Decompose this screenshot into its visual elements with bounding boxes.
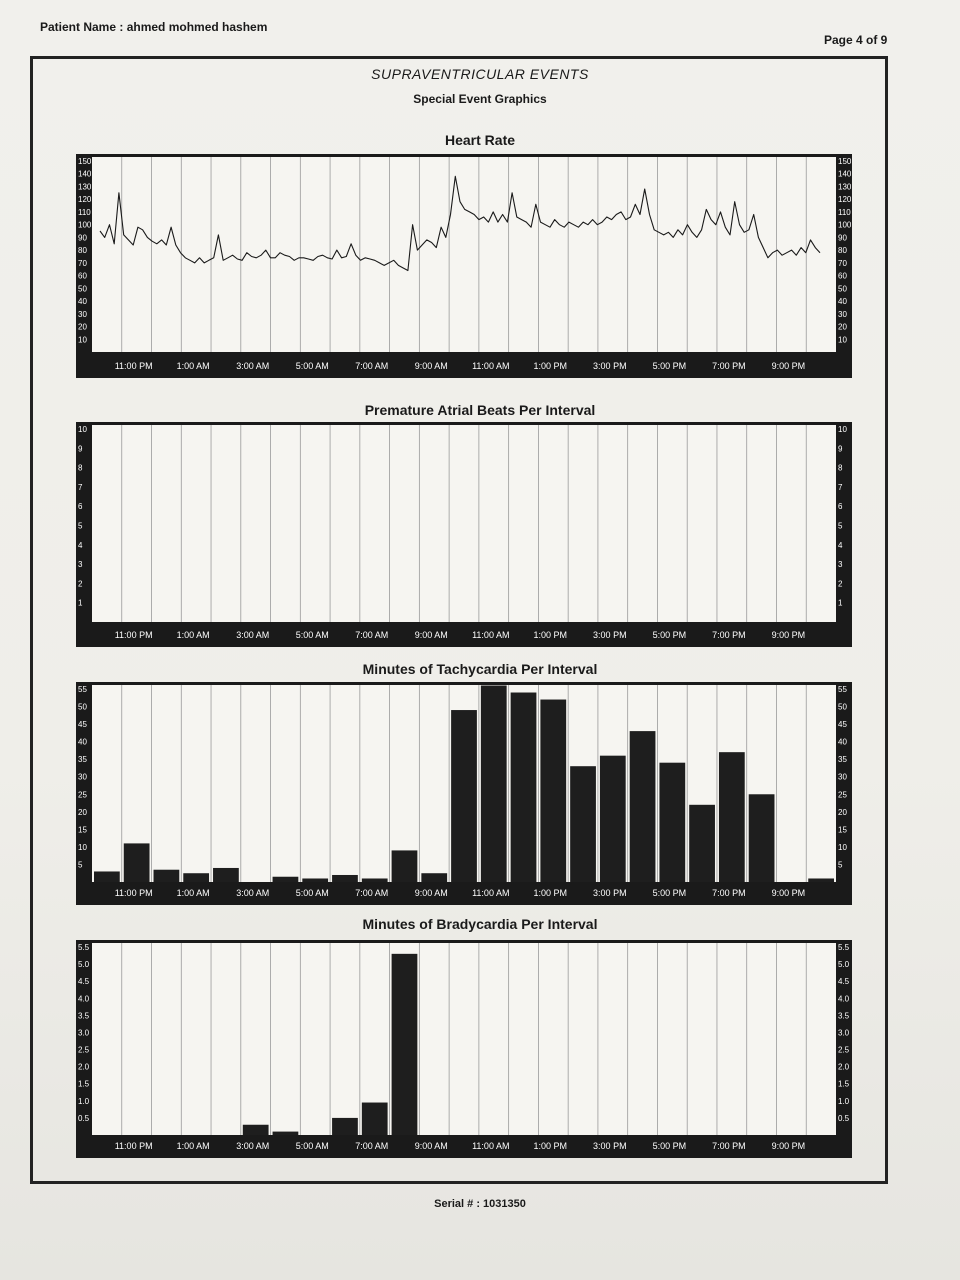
y-tick-label-left: 50 [78, 284, 87, 294]
y-tick-label-left: 2.5 [78, 1045, 90, 1055]
y-tick-label-left: 0.5 [78, 1113, 90, 1123]
x-tick-label: 11:00 AM [472, 361, 510, 371]
x-tick-label: 1:00 PM [533, 888, 568, 898]
bar [540, 700, 566, 882]
chart-title-tachycardia: Minutes of Tachycardia Per Interval [362, 661, 598, 677]
y-tick-label-right: 10 [838, 335, 847, 345]
x-tick-label: 1:00 AM [176, 888, 210, 898]
x-tick-label: 3:00 PM [593, 888, 627, 898]
x-tick-label: 3:00 PM [593, 1141, 627, 1151]
y-tick-label-left: 140 [78, 169, 92, 179]
y-tick-label-left: 5 [78, 521, 83, 531]
y-tick-label-right: 4 [838, 540, 843, 550]
y-tick-label-right: 140 [838, 169, 852, 179]
x-tick-label: 5:00 PM [652, 888, 687, 898]
bar [392, 954, 418, 1135]
bar [362, 1103, 388, 1135]
y-tick-label-left: 2.0 [78, 1062, 90, 1072]
chart-panel-1 [76, 422, 852, 647]
y-tick-label-right: 1 [838, 598, 843, 608]
y-tick-label-left: 40 [78, 737, 87, 747]
y-tick-label-right: 35 [838, 755, 847, 765]
x-tick-label: 9:00 AM [414, 630, 448, 640]
x-tick-label: 9:00 PM [771, 361, 806, 371]
chart-panel-0 [76, 154, 852, 378]
y-tick-label-left: 1.0 [78, 1096, 90, 1106]
bar [183, 873, 209, 882]
chart-panel-2 [76, 682, 852, 905]
y-tick-label-left: 3.0 [78, 1028, 90, 1038]
y-tick-label-right: 30 [838, 309, 847, 319]
y-tick-label-right: 4.5 [838, 977, 850, 987]
x-tick-label: 5:00 AM [295, 888, 329, 898]
x-tick-label: 9:00 PM [771, 888, 806, 898]
plot-area [92, 157, 836, 352]
y-tick-label-right: 90 [838, 233, 847, 243]
x-tick-label: 3:00 AM [236, 888, 270, 898]
x-tick-label: 7:00 AM [355, 888, 389, 898]
bar [689, 805, 715, 882]
x-tick-label: 3:00 AM [236, 1141, 270, 1151]
y-tick-label-right: 3 [838, 560, 843, 570]
x-tick-label: 5:00 PM [652, 1141, 687, 1151]
y-tick-label-right: 10 [838, 425, 847, 434]
y-tick-label-left: 90 [78, 233, 87, 243]
y-tick-label-left: 2 [78, 579, 83, 589]
y-tick-label-left: 6 [78, 502, 83, 512]
report-title: SUPRAVENTRICULAR EVENTS [371, 66, 589, 82]
bar [630, 731, 656, 882]
y-tick-label-right: 50 [838, 284, 847, 294]
y-tick-label-left: 4.5 [78, 977, 90, 987]
y-tick-label-right: 4.0 [838, 994, 850, 1004]
y-tick-label-right: 120 [838, 195, 852, 205]
x-tick-label: 7:00 PM [712, 1141, 746, 1151]
y-tick-label-left: 80 [78, 246, 87, 256]
page-number: Page 4 of 9 [824, 33, 888, 47]
y-tick-label-right: 1.5 [838, 1079, 850, 1089]
y-tick-label-left: 20 [78, 807, 87, 817]
bar [659, 763, 685, 882]
y-tick-label-left: 55 [78, 685, 87, 694]
x-tick-label: 7:00 PM [712, 630, 746, 640]
bar [273, 1132, 299, 1135]
y-tick-label-left: 10 [78, 335, 87, 345]
plot-area [92, 425, 836, 622]
x-tick-label: 3:00 AM [236, 361, 270, 371]
y-tick-label-left: 5.0 [78, 960, 90, 970]
y-tick-label-right: 60 [838, 271, 847, 281]
y-tick-label-left: 50 [78, 702, 87, 712]
bar [749, 794, 775, 882]
x-tick-label: 1:00 PM [533, 361, 568, 371]
y-tick-label-right: 150 [838, 157, 852, 166]
x-tick-label: 9:00 AM [414, 1141, 448, 1151]
y-tick-label-right: 2.5 [838, 1045, 850, 1055]
bar [154, 870, 180, 882]
y-tick-label-right: 3.0 [838, 1028, 850, 1038]
y-tick-label-left: 150 [78, 157, 92, 166]
y-tick-label-left: 5 [78, 860, 83, 870]
bar [362, 878, 388, 882]
x-tick-label: 11:00 PM [114, 361, 153, 371]
y-tick-label-right: 1.0 [838, 1096, 850, 1106]
x-tick-label: 1:00 AM [176, 630, 210, 640]
x-tick-label: 7:00 AM [355, 1141, 389, 1151]
x-tick-label: 11:00 AM [472, 630, 510, 640]
y-tick-label-right: 10 [838, 842, 847, 852]
y-tick-label-left: 5.5 [78, 943, 90, 952]
y-tick-label-right: 45 [838, 720, 847, 730]
y-tick-label-right: 20 [838, 807, 847, 817]
y-tick-label-right: 55 [838, 685, 847, 694]
bar [213, 868, 239, 882]
x-tick-label: 1:00 PM [533, 1141, 568, 1151]
bar [719, 752, 745, 882]
y-tick-label-right: 5 [838, 521, 843, 531]
serial-number: Serial # : 1031350 [434, 1198, 526, 1210]
y-tick-label-right: 9 [838, 444, 843, 454]
bar [451, 710, 477, 882]
y-tick-label-left: 1 [78, 598, 83, 608]
y-tick-label-left: 30 [78, 772, 87, 782]
x-tick-label: 3:00 PM [593, 361, 627, 371]
y-tick-label-right: 110 [838, 207, 851, 217]
y-tick-label-left: 20 [78, 322, 87, 332]
patient-name: Patient Name : ahmed mohmed hashem [40, 20, 268, 34]
bar [600, 756, 626, 882]
x-tick-label: 11:00 PM [114, 888, 153, 898]
y-tick-label-left: 1.5 [78, 1079, 90, 1089]
y-tick-label-right: 5.5 [838, 943, 850, 952]
y-tick-label-left: 15 [78, 825, 87, 835]
y-tick-label-left: 35 [78, 755, 87, 765]
x-tick-label: 1:00 PM [533, 630, 568, 640]
y-tick-label-right: 40 [838, 297, 847, 307]
bar [273, 877, 299, 882]
plot-area [92, 943, 836, 1135]
y-tick-label-left: 10 [78, 842, 87, 852]
y-tick-label-left: 7 [78, 482, 83, 492]
chart-title-premature-atrial: Premature Atrial Beats Per Interval [364, 402, 596, 418]
x-tick-label: 7:00 PM [712, 888, 746, 898]
x-tick-label: 7:00 AM [355, 361, 389, 371]
bar [392, 850, 418, 882]
y-tick-label-right: 6 [838, 502, 843, 512]
y-tick-label-right: 7 [838, 482, 843, 492]
bar [94, 871, 120, 882]
x-tick-label: 9:00 PM [771, 1141, 806, 1151]
bar [332, 875, 358, 882]
y-tick-label-left: 45 [78, 720, 87, 730]
bar [332, 1118, 358, 1135]
y-tick-label-left: 8 [78, 463, 83, 473]
chart-title-heart-rate: Heart Rate [444, 132, 516, 148]
x-tick-label: 1:00 AM [176, 1141, 210, 1151]
bar [570, 766, 596, 882]
x-tick-label: 1:00 AM [176, 361, 210, 371]
y-tick-label-right: 20 [838, 322, 847, 332]
y-tick-label-right: 8 [838, 463, 843, 473]
bar [808, 878, 834, 882]
x-tick-label: 11:00 PM [114, 1141, 153, 1151]
x-tick-label: 5:00 PM [652, 630, 687, 640]
bar [124, 843, 150, 882]
y-tick-label-right: 5 [838, 860, 843, 870]
y-tick-label-left: 3.5 [78, 1011, 90, 1021]
y-tick-label-left: 100 [78, 220, 92, 230]
x-tick-label: 9:00 PM [771, 630, 806, 640]
y-tick-label-right: 80 [838, 246, 847, 256]
bar [302, 878, 328, 882]
x-tick-label: 7:00 PM [712, 361, 746, 371]
bar [243, 1125, 269, 1135]
y-tick-label-left: 70 [78, 258, 87, 268]
y-tick-label-left: 10 [78, 425, 87, 434]
x-tick-label: 3:00 AM [236, 630, 270, 640]
y-tick-label-right: 15 [838, 825, 847, 835]
x-tick-label: 5:00 AM [295, 1141, 329, 1151]
y-tick-label-left: 9 [78, 444, 83, 454]
x-tick-label: 5:00 AM [295, 630, 329, 640]
report-subtitle: Special Event Graphics [413, 92, 547, 106]
chart-title-bradycardia: Minutes of Bradycardia Per Interval [362, 916, 598, 932]
chart-panel-3 [76, 940, 852, 1158]
x-tick-label: 11:00 PM [114, 630, 153, 640]
bar [481, 685, 507, 882]
y-tick-label-left: 60 [78, 271, 87, 281]
y-tick-label-right: 30 [838, 772, 847, 782]
x-tick-label: 3:00 PM [593, 630, 627, 640]
y-tick-label-right: 5.0 [838, 960, 850, 970]
y-tick-label-right: 50 [838, 702, 847, 712]
x-tick-label: 7:00 AM [355, 630, 389, 640]
bar [511, 693, 537, 882]
y-tick-label-right: 100 [838, 220, 852, 230]
x-tick-label: 5:00 AM [295, 361, 329, 371]
y-tick-label-left: 4 [78, 540, 83, 550]
bar [421, 873, 447, 882]
y-tick-label-right: 3.5 [838, 1011, 850, 1021]
y-tick-label-left: 25 [78, 790, 87, 800]
x-tick-label: 9:00 AM [414, 888, 448, 898]
x-tick-label: 5:00 PM [652, 361, 687, 371]
y-tick-label-right: 2 [838, 579, 843, 589]
y-tick-label-left: 4.0 [78, 994, 90, 1004]
y-tick-label-right: 130 [838, 182, 852, 192]
y-tick-label-left: 40 [78, 297, 87, 307]
x-tick-label: 11:00 AM [472, 1141, 510, 1151]
y-tick-label-left: 30 [78, 309, 87, 319]
y-tick-label-left: 130 [78, 182, 92, 192]
x-tick-label: 9:00 AM [414, 361, 448, 371]
y-tick-label-right: 2.0 [838, 1062, 850, 1072]
y-tick-label-right: 0.5 [838, 1113, 850, 1123]
y-tick-label-left: 3 [78, 560, 83, 570]
y-tick-label-right: 70 [838, 258, 847, 268]
x-tick-label: 11:00 AM [472, 888, 510, 898]
y-tick-label-left: 110 [78, 207, 91, 217]
y-tick-label-left: 120 [78, 195, 92, 205]
y-tick-label-right: 25 [838, 790, 847, 800]
y-tick-label-right: 40 [838, 737, 847, 747]
